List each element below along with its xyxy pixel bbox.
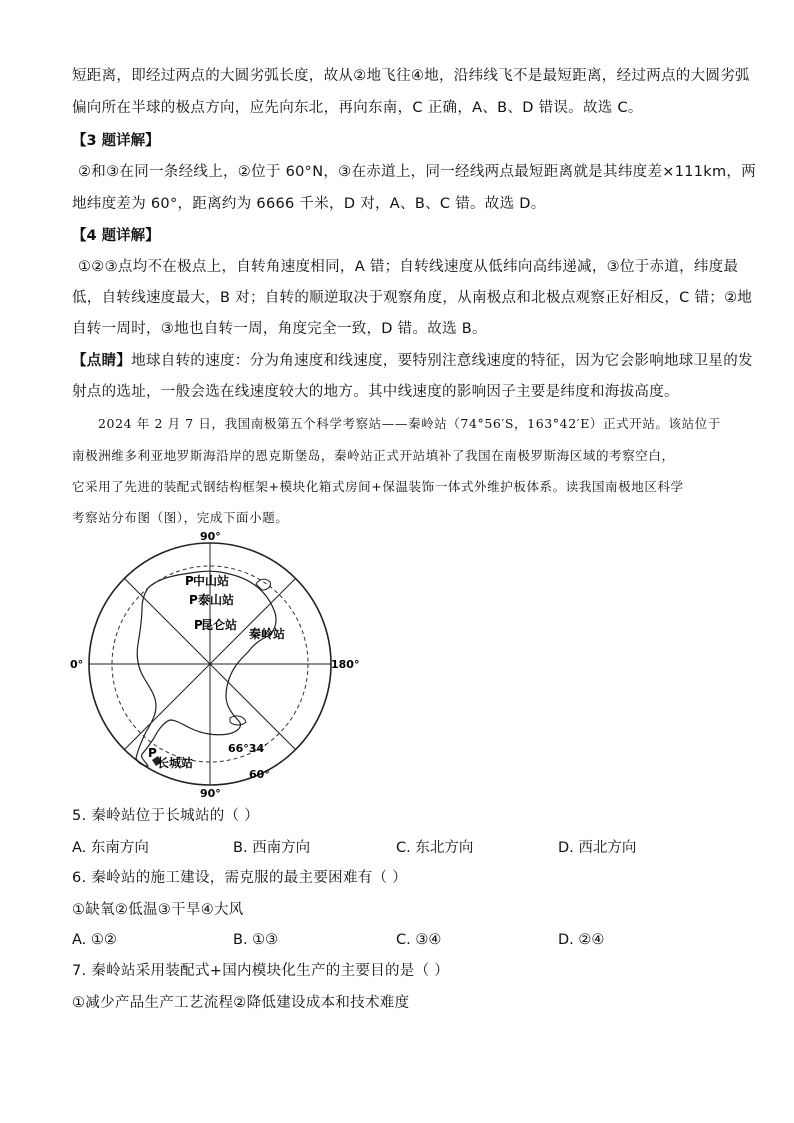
antarctic-station-map bbox=[60, 528, 370, 798]
q7-choices: ①减少产品生产工艺流程②降低建设成本和技术难度 bbox=[72, 995, 410, 1011]
q5-option-d[interactable]: D. 西北方向 bbox=[558, 840, 637, 856]
flag-changcheng: P bbox=[148, 746, 157, 760]
flag-taishan: P bbox=[189, 593, 198, 607]
label-top-90: 90° bbox=[200, 530, 221, 543]
q5-option-a[interactable]: A. 东南方向 bbox=[72, 840, 149, 856]
material-line-4: 考察站分布图（图），完成下面小题。 bbox=[72, 510, 289, 525]
q6-option-d[interactable]: D. ②④ bbox=[558, 932, 605, 948]
label-antarctic-circle: 66°34′ bbox=[228, 742, 268, 755]
q2-explain-line-2: 偏向所在半球的极点方向，应先向东北，再向东南，C 正确，A、B、D 错误。故选 C。 bbox=[72, 100, 643, 116]
q6-option-c[interactable]: C. ③④ bbox=[396, 932, 442, 948]
q5-option-b[interactable]: B. 西南方向 bbox=[233, 840, 311, 856]
q5-stem: 5. 秦岭站位于长城站的（ ） bbox=[72, 808, 260, 824]
q6-stem: 6. 秦岭站的施工建设，需克服的最主要困难有（ ） bbox=[72, 870, 408, 886]
q3-explain-header: 【3 题详解】 bbox=[72, 133, 160, 149]
q4-explain-header: 【4 题详解】 bbox=[72, 228, 160, 244]
tip-text-1: 地球自转的速度：分为角速度和线速度，要特别注意线速度的特征，因为它会影响地球卫星的发 bbox=[131, 353, 753, 369]
q3-explain-line-2: 地纬度差为 60°，距离约为 6666 千米，D 对，A、B、C 错。故选 D。 bbox=[72, 196, 546, 212]
label-left-0: 0° bbox=[70, 658, 84, 671]
q4-explain-line-3: 自转一周时，③地也自转一周，角度完全一致，D 错。故选 B。 bbox=[72, 321, 487, 337]
q3-explain-line-1: ②和③在同一条经线上，②位于 60°N，③在赤道上，同一经线两点最短距离就是其纬度差×111km，两 bbox=[78, 164, 756, 180]
q2-explain-line-1: 短距离，即经过两点的大圆劣弧长度，故从②地飞往④地，沿纬线飞不是最短距离，经过两点的大圆劣弧 bbox=[72, 68, 750, 84]
q4-explain-line-2: 低，自转线速度最大，B 对；自转的顺逆取决于观察角度，从南极点和北极点观察正好相反，C 错；②地 bbox=[72, 290, 753, 306]
material-line-1: 2024 年 2 月 7 日，我国南极第五个科学考察站——秦岭站（74°56′S，163°42′E）正式开站。该站位于 bbox=[98, 416, 721, 431]
tip-line-1 bbox=[72, 351, 753, 371]
label-right-180: 180° bbox=[331, 658, 360, 671]
label-kunlun: 昆仑站 bbox=[201, 618, 238, 632]
q6-option-a[interactable]: A. ①② bbox=[72, 932, 117, 948]
label-bottom-90: 90° bbox=[200, 787, 221, 798]
tip-label: 【点睛】 bbox=[72, 353, 132, 369]
tip-line-2: 射点的选址，一般会选在线速度较大的地方。其中线速度的影响因子主要是纬度和海拔高度。 bbox=[72, 384, 679, 400]
material-line-3: 它采用了先进的装配式钢结构框架+模块化箱式房间+保温装饰一体式外维护板体系。读我国南极地区科学 bbox=[72, 479, 684, 494]
flag-kunlun: P bbox=[194, 618, 203, 632]
label-zhongshan: 中山站 bbox=[193, 574, 230, 588]
q6-choices: ①缺氧②低温③干旱④大风 bbox=[72, 902, 244, 918]
q4-explain-line-1: ①②③点均不在极点上，自转角速度相同，A 错；自转线速度从低纬向高纬递减，③位于赤道，纬度最 bbox=[78, 259, 739, 275]
label-taishan: 泰山站 bbox=[198, 593, 235, 607]
label-changcheng: 长城站 bbox=[157, 756, 194, 770]
material-line-2: 南极洲维多利亚地罗斯海沿岸的恩克斯堡岛，秦岭站正式开站填补了我国在南极罗斯海区域的考察空白， bbox=[72, 448, 675, 463]
label-lat-60: 60° bbox=[249, 768, 270, 781]
q5-option-c[interactable]: C. 东北方向 bbox=[396, 840, 474, 856]
q6-option-b[interactable]: B. ①③ bbox=[233, 932, 279, 948]
label-qinling: 秦岭站 bbox=[249, 627, 286, 641]
q7-stem: 7. 秦岭站采用装配式+国内模块化生产的主要目的是（ ） bbox=[72, 963, 450, 979]
flag-zhongshan: P bbox=[185, 574, 194, 588]
